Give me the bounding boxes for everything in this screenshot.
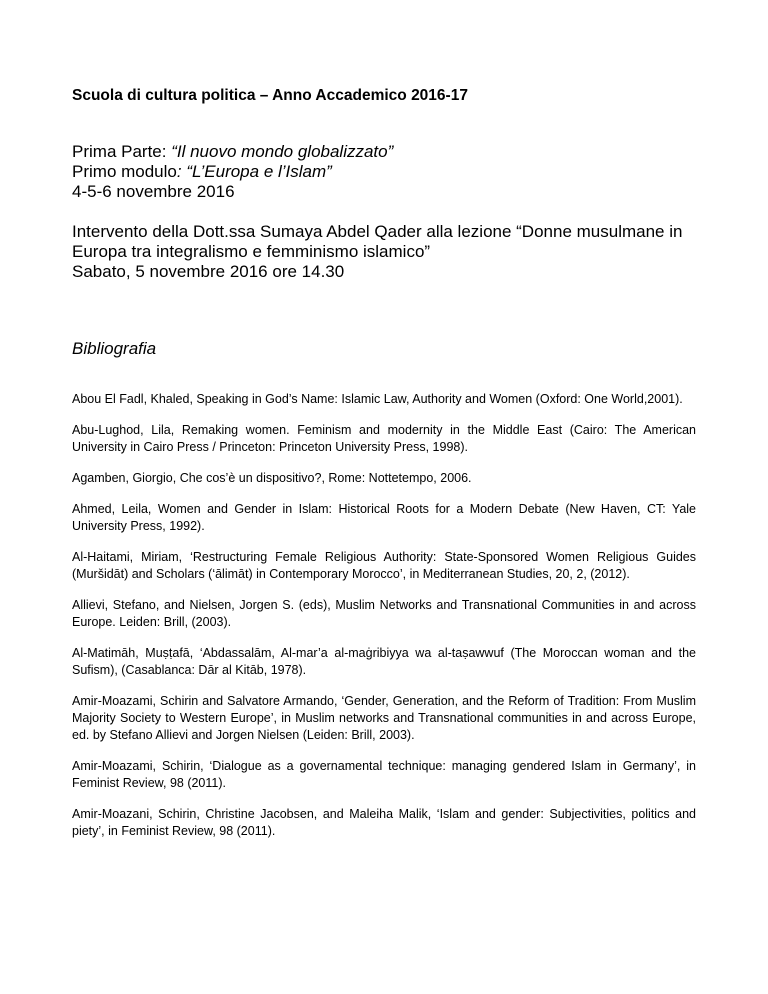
course-part-line [72,142,696,162]
course-module-prefix: Primo modulo [72,162,177,181]
lecture-line-1: Intervento della Dott.ssa Sumaya Abdel Qader alla lezione “Donne musulmane in [72,222,683,241]
bibliography-entry: Agamben, Giorgio, Che cos’è un dispositivo?, Rome: Nottetempo, 2006. [72,471,472,485]
lecture-datetime: Sabato, 5 novembre 2016 ore 14.30 [72,262,345,281]
course-module-title: : “L’Europa e l’Islam” [176,162,332,181]
course-info [72,142,696,202]
lecture-info [72,222,696,282]
bibliography-list [72,391,696,840]
bibliography-entry: Al-Haitami, Miriam, ‘Restructuring Female Religious Authority: State-Sponsored Women Religious Guides (Muršidāt) and Scholars (‘ālimāt) in Contemporary Morocco’, in Mediterranean Studies, 20, 2, (2012). [72,550,696,581]
document-title: Scuola di cultura politica – Anno Accademico 2016-17 [72,87,468,104]
course-part-prefix: Prima Parte: [72,142,172,161]
course-dates: 4-5-6 novembre 2016 [72,182,235,201]
lecture-line-2: Europa tra integralismo e femminismo islamico” [72,242,431,261]
bibliography-entry: Al-Matimāh, Muṣṭafā, ‘Abdassalām, Al-mar’a al-maġribiyya wa al-taṣawwuf (The Moroccan woman and the Sufism), (Casablanca: Dār al Kitāb, 1978). [72,646,696,677]
bibliography-entry: Ahmed, Leila, Women and Gender in Islam: Historical Roots for a Modern Debate (New Haven, CT: Yale University Press, 1992). [72,502,696,533]
course-part-title: “Il nuovo mondo globalizzato” [171,142,394,161]
bibliography-entry: Amir-Moazami, Schirin, ‘Dialogue as a governamental technique: managing gendered Islam in Germany’, in Feminist Review, 98 (2011). [72,759,696,790]
bibliography-entry: Abu-Lughod, Lila, Remaking women. Feminism and modernity in the Middle East (Cairo: The American University in Cairo Press / Princeton: Princeton University Press, 1998). [72,423,696,454]
bibliography-entry: Allievi, Stefano, and Nielsen, Jorgen S. (eds), Muslim Networks and Transnational Communities in and across Europe. Leiden: Brill, (2003). [72,598,696,629]
course-module-line [72,162,696,182]
bibliography-heading: Bibliografia [72,339,157,358]
bibliography-entry: Amir-Moazani, Schirin, Christine Jacobsen, and Maleiha Malik, ‘Islam and gender: Subjectivities, politics and piety’, in Feminist Review, 98 (2011). [72,807,696,838]
bibliography-entry: Abou El Fadl, Khaled, Speaking in God’s Name: Islamic Law, Authority and Women (Oxford: One World,2001). [72,392,683,406]
bibliography-entry: Amir-Moazami, Schirin and Salvatore Armando, ‘Gender, Generation, and the Reform of Tradition: From Muslim Majority Society to Western Europe’, in Muslim networks and Transnational communities in and across Europe, ed. by Stefano Allievi and Jorgen Nielsen (Leiden: Brill, 2003). [72,694,696,742]
